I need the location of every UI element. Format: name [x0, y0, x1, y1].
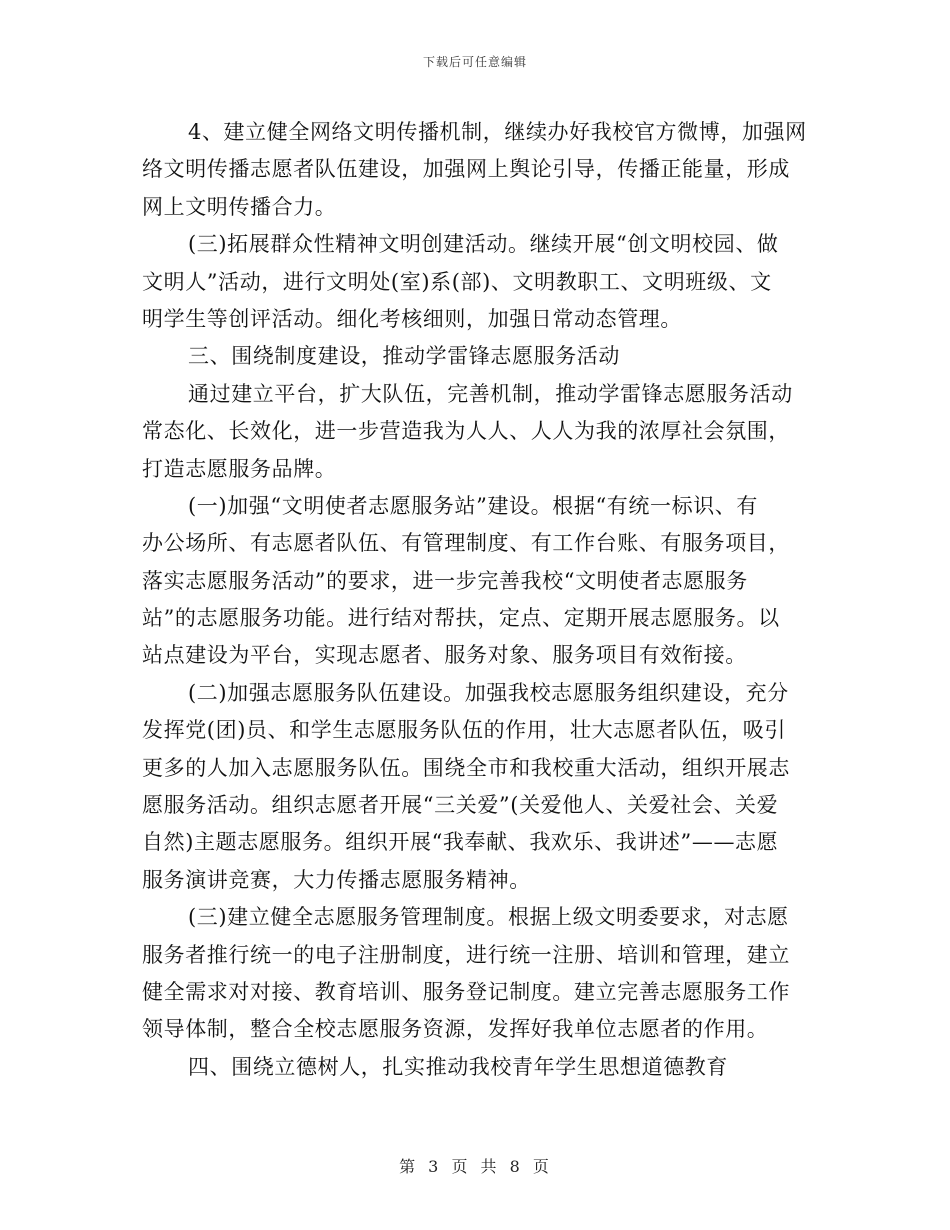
text-line: 网上文明传播合力。: [142, 194, 337, 219]
text-line: 落实志愿服务活动”的要求，进一步完善我校“文明使者志愿服务: [142, 568, 748, 593]
document-body: [142, 114, 810, 1086]
text-line: 领导体制，整合全校志愿服务资源，发挥好我单位志愿者的作用。: [142, 1017, 769, 1042]
text-line: (二)加强志愿服务队伍建设。加强我校志愿服务组织建设，充分: [188, 680, 789, 705]
text-line: (一)加强“文明使者志愿服务站”建设。根据“有统一标识、有: [188, 493, 758, 518]
text-line: 服务演讲竞赛，大力传播志愿服务精神。: [142, 867, 531, 892]
text-line: 三、围绕制度建设，推动学雷锋志愿服务活动: [188, 344, 620, 369]
text-line: 自然)主题志愿服务。组织开展“我奉献、我欢乐、我讲述”——志愿: [142, 830, 779, 855]
text-line: 站”的志愿服务功能。进行结对帮扶，定点、定期开展志愿服务。以: [142, 606, 780, 631]
text-line: 服务者推行统一的电子注册制度，进行统一注册、培训和管理，建立: [142, 942, 790, 967]
text-line: 四、围绕立德树人，扎实推动我校青年学生思想道德教育: [188, 1054, 728, 1079]
text-line: 4、建立健全网络文明传播机制，继续办好我校官方微博，加强网: [188, 120, 807, 144]
text-line: 文明人”活动，进行文明处(室)系(部)、文明教职工、文明班级、文: [142, 269, 772, 294]
text-line: 健全需求对对接、教育培训、服务登记制度。建立完善志愿服务工作: [142, 979, 790, 1004]
text-line: (三)拓展群众性精神文明创建活动。继续开展“创文明校园、做: [188, 232, 779, 257]
text-line: 络文明传播志愿者队伍建设，加强网上舆论引导，传播正能量，形成: [142, 157, 790, 182]
text-line: 发挥党(团)员、和学生志愿服务队伍的作用，壮大志愿者队伍，吸引: [142, 718, 786, 743]
text-line: 明学生等创评活动。细化考核细则，加强日常动态管理。: [142, 306, 682, 331]
text-line: 更多的人加入志愿服务队伍。围绕全市和我校重大活动，组织开展志: [142, 755, 790, 780]
text-line: 常态化、长效化，进一步营造我为人人、人人为我的浓厚社会氛围，: [142, 419, 790, 444]
text-line: 打造志愿服务品牌。: [142, 456, 337, 481]
text-line: 通过建立平台，扩大队伍，完善机制，推动学雷锋志愿服务活动: [188, 381, 793, 406]
text-line: 办公场所、有志愿者队伍、有管理制度、有工作台账、有服务项目，: [142, 531, 790, 556]
text-line: (三)建立健全志愿服务管理制度。根据上级文明委要求，对志愿: [188, 905, 789, 930]
text-line: 愿服务活动。组织志愿者开展“三关爱”(关爱他人、关爱社会、关爱: [142, 793, 779, 818]
text-line: 站点建设为平台，实现志愿者、服务对象、服务项目有效衔接。: [142, 643, 747, 668]
page-footer: 第 3 页 共 8 页: [399, 1157, 551, 1176]
page-header: 下载后可任意编辑: [422, 55, 527, 69]
